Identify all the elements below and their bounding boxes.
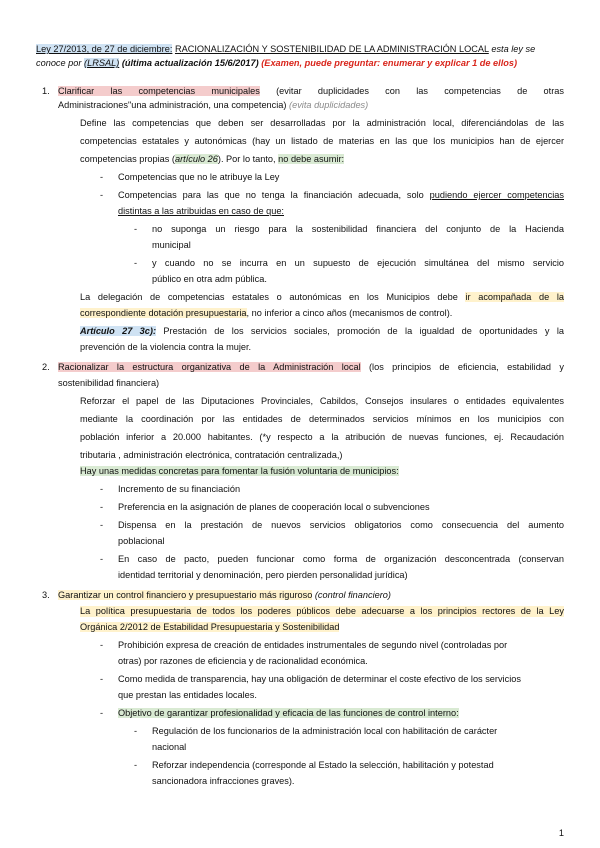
bullet-symbol: - xyxy=(134,760,138,770)
section-1-title-line: Clarificar las competencias municipales (evitar duplicidades con las competencias de otras xyxy=(58,86,564,96)
bullet-symbol: - xyxy=(100,708,104,718)
bullet-symbol: - xyxy=(100,484,104,494)
exam-note: (Examen, puede preguntar: enumerar y explicar 1 de ellos) xyxy=(261,58,518,68)
section-3-subbullet-1: Regulación de los funcionarios de la administración local con habilitación de carácter xyxy=(152,726,498,736)
section-3-title-line: Garantizar un control financiero y presupuestario más riguroso (control financiero) xyxy=(58,590,391,600)
known-as-2: conoce por xyxy=(36,58,82,68)
section-1-delegation-line2: correspondiente dotación presupuestaria, no inferior a cinco años (mecanismos de control). xyxy=(80,308,453,318)
section-2-measures: Hay unas medidas concretas para fomentar la fusión voluntaria de municipios: xyxy=(80,466,399,476)
bullet-symbol: - xyxy=(100,502,104,512)
update-date: (última actualización 15/6/2017) xyxy=(121,58,259,68)
acronym: (LRSAL) xyxy=(84,58,120,68)
bullet-symbol: - xyxy=(134,258,138,268)
section-2-para-line2: mediante la coordinación por las entidades de determinados servicios mínimos en los municipios con xyxy=(80,414,564,424)
bullet-symbol: - xyxy=(100,520,104,530)
section-1-subbullet-1-line2: municipal xyxy=(152,240,191,250)
section-2-bullet-4: En caso de pacto, pueden funcionar como forma de organización desconcentrada (conservan xyxy=(118,554,564,564)
section-3-subbullet-2-line2: sancionadora infracciones graves). xyxy=(152,776,295,786)
section-3-subbullet-1-line2: nacional xyxy=(152,742,187,752)
section-1-line2: Administraciones"una administración, una competencia) (evita duplicidades) xyxy=(58,100,369,110)
section-2-number: 2. xyxy=(42,362,50,372)
bullet-symbol: - xyxy=(100,172,104,182)
section-1-article-line1: Artículo 27 3c): Prestación de los servicios sociales, promoción de la igualdad de oportunidades y la xyxy=(80,326,565,336)
section-2-bullet-3: Dispensa en la prestación de nuevos servicios obligatorios como consecuencia del aumento xyxy=(118,520,564,530)
bullet-symbol: - xyxy=(134,726,138,736)
law-reference: Ley 27/2013, de 27 de diciembre: xyxy=(36,44,173,54)
known-as-1: esta ley se xyxy=(491,44,536,54)
section-2-para-line3: población inferior a 20.000 habitantes. (*y respecto a la atribución de nuevas funciones, ej. Recaudación xyxy=(80,432,564,442)
section-2-line2: sostenibilidad financiera) xyxy=(58,378,160,388)
section-3-bullet-1: Prohibición expresa de creación de entidades instrumentales de segundo nivel (controladas por xyxy=(118,640,508,650)
section-1-subbullet-2-line2: público en otra adm pública. xyxy=(152,274,267,284)
header-line-2 xyxy=(36,58,517,69)
bullet-symbol: - xyxy=(100,190,104,200)
section-1-title: Clarificar las competencias municipales xyxy=(58,86,260,96)
section-2-bullet-4-line2: identidad territorial y denominación, pero pierden personalidad jurídica) xyxy=(118,570,408,580)
section-1-bullet-2-line2: distintas a las atribuidas en caso de que: xyxy=(118,206,284,216)
bullet-symbol: - xyxy=(100,554,104,564)
header-line-1 xyxy=(36,44,564,55)
section-1-article-line2: prevención de la violencia contra la mujer. xyxy=(80,342,252,352)
section-1-subbullet-1: no suponga un riesgo para la sostenibilidad financiera del conjunto de la Hacienda xyxy=(152,224,564,234)
section-2-bullet-1: Incremento de su financiación xyxy=(118,484,241,494)
section-1-delegation-line1: La delegación de competencias estatales o autonómicas en los Municipios debe ir acompañada de la xyxy=(80,292,564,302)
law-title: RACIONALIZACIÓN Y SOSTENIBILIDAD DE LA ADMINISTRACIÓN LOCAL xyxy=(174,44,489,54)
section-3-bullet-2-line2: que prestan las entidades locales. xyxy=(118,690,257,700)
section-2-title-line: Racionalizar la estructura organizativa de la Administración local (los principios de eficiencia, estabilidad y xyxy=(58,362,564,372)
page-number: 1 xyxy=(558,828,564,838)
bullet-symbol: - xyxy=(100,674,104,684)
section-3-title: Garantizar un control financiero y presupuestario más riguroso xyxy=(58,590,313,600)
section-1-bullet-2: Competencias para las que no tenga la financiación adecuada, solo pudiendo ejercer competencias xyxy=(118,190,564,200)
section-3-number: 3. xyxy=(42,590,50,600)
section-3-bullet-3: Objetivo de garantizar profesionalidad y eficacia de las funciones de control interno: xyxy=(118,708,459,718)
section-1-para-line3: competencias propias (artículo 26). Por lo tanto, no debe asumir: xyxy=(80,154,345,164)
section-2-title: Racionalizar la estructura organizativa de la Administración local xyxy=(58,362,361,372)
section-3-policy-line2: Orgánica 2/2012 de Estabilidad Presupuestaria y Sostenibilidad xyxy=(80,622,340,632)
bullet-symbol: - xyxy=(134,224,138,234)
section-1-para-line2: competencias estatales y autonómicas (hay un listado de materias en las que los municipios han de ejercer xyxy=(80,136,564,146)
section-3-subbullet-2: Reforzar independencia (corresponde al Estado la selección, habilitación y potestad xyxy=(152,760,494,770)
section-1-para-line1: Define las competencias que deben ser desarrolladas por la administración local, diferenciándolas de las xyxy=(80,118,564,128)
section-3-bullet-1-line2: otras) por razones de eficiencia y de racionalidad económica. xyxy=(118,656,368,666)
section-3-policy-line1: La política presupuestaria de todos los poderes públicos debe adecuarse a los principios rectores de la Ley xyxy=(80,606,564,616)
section-2-para-line4: tributaria , administración electrónica, contratación centralizada,) xyxy=(80,450,343,460)
section-2-bullet-3-line2: poblacional xyxy=(118,536,165,546)
article-27-ref: Artículo 27 3c): xyxy=(80,326,157,336)
section-1-bullet-1: Competencias que no le atribuye la Ley xyxy=(118,172,280,182)
section-3-bullet-2: Como medida de transparencia, hay una obligación de determinar el coste efectivo de los servicios xyxy=(118,674,521,684)
bullet-symbol: - xyxy=(100,640,104,650)
article-26-ref: artículo 26 xyxy=(174,154,218,164)
section-1-number: 1. xyxy=(42,86,50,96)
section-2-bullet-2: Preferencia en la asignación de planes de cooperación local o subvenciones xyxy=(118,502,430,512)
section-2-para-line1: Reforzar el papel de las Diputaciones Provinciales, Cabildos, Consejos insulares o entidades equivalentes xyxy=(80,396,564,406)
section-1-subbullet-2: y cuando no se incurra en un supuesto de ejecución simultánea del mismo servicio xyxy=(152,258,564,268)
